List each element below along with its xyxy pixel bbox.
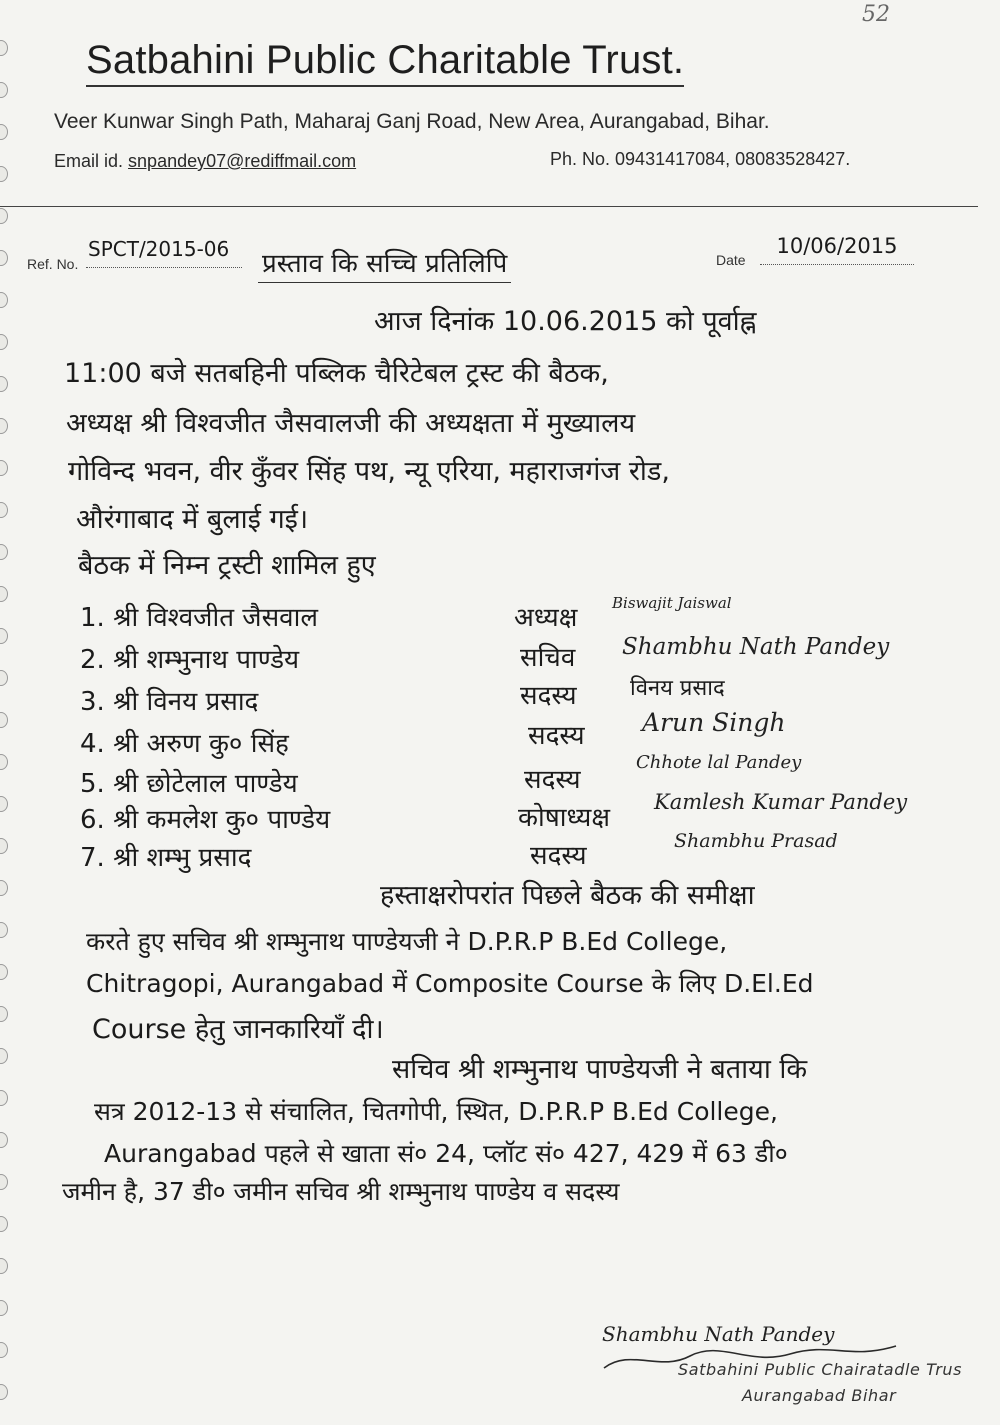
intro-line: आज दिनांक 10.06.2015 को पूर्वाह्न: [374, 306, 757, 337]
binder-hole: [0, 82, 8, 98]
seal-line-2: Aurangabad Bihar: [742, 1386, 897, 1405]
member-row: [80, 724, 289, 760]
binder-hole: [0, 964, 8, 980]
binder-hole: [0, 1132, 8, 1148]
seal-line-1: Satbahini Public Chairatadle Trus: [678, 1360, 963, 1379]
binder-hole: [0, 334, 8, 350]
para3-line: सत्र 2012-13 से संचालित, चितगोपी, स्थित, D.P.R.P B.Ed College,: [94, 1097, 778, 1126]
binder-hole: [0, 502, 8, 518]
member-number: 5.: [80, 769, 105, 799]
member-role: सदस्य: [528, 721, 585, 751]
binder-hole: [0, 754, 8, 770]
member-role: सदस्य: [530, 841, 587, 871]
binder-hole: [0, 586, 8, 602]
para3-line: सचिव श्री शम्भुनाथ पाण्डेयजी ने बताया कि: [392, 1054, 808, 1085]
member-name: श्री छोटेलाल पाण्डेय: [113, 769, 298, 799]
email-label: Email id.: [54, 151, 124, 171]
letterhead-title: Satbahini Public Charitable Trust.: [86, 38, 684, 87]
letterhead-address: Veer Kunwar Singh Path, Maharaj Ganj Road, New Area, Aurangabad, Bihar.: [54, 110, 770, 133]
binder-hole: [0, 796, 8, 812]
para2-line: हस्ताक्षरोपरांत पिछले बैठक की समीक्षा: [380, 880, 755, 911]
member-signature: Shambhu Prasad: [674, 830, 838, 852]
member-row: [80, 682, 258, 718]
binder-hole: [0, 1216, 8, 1232]
member-name: श्री अरुण कु० सिंह: [113, 729, 289, 759]
member-name: श्री शम्भु प्रसाद: [113, 843, 252, 873]
member-number: 6.: [80, 805, 105, 835]
date-label: Date: [716, 252, 746, 268]
page-number: 52: [862, 2, 890, 27]
member-name: श्री कमलेश कु० पाण्डेय: [113, 805, 331, 835]
para3-line: जमीन है, 37 डी० जमीन सचिव श्री शम्भुनाथ पाण्डेय व सदस्य: [62, 1177, 620, 1206]
binder-hole: [0, 1342, 8, 1358]
member-signature: Chhote lal Pandey: [636, 752, 802, 773]
member-number: 7.: [80, 843, 105, 873]
para2-line: Chitragopi, Aurangabad में Composite Course के लिए D.El.Ed: [86, 969, 814, 998]
intro-line: औरंगाबाद में बुलाई गई।: [76, 504, 309, 535]
binder-hole: [0, 1006, 8, 1022]
para3-line: Aurangabad पहले से खाता सं० 24, प्लॉट सं० 427, 429 में 63 डी०: [104, 1139, 788, 1168]
binder-hole: [0, 1300, 8, 1316]
binder-hole: [0, 418, 8, 434]
member-role: सचिव: [520, 643, 576, 673]
letterhead-phone: Ph. No. 09431417084, 08083528427.: [550, 149, 851, 169]
binder-hole: [0, 544, 8, 560]
member-signature: Shambhu Nath Pandey: [622, 634, 890, 660]
member-row: [80, 640, 299, 676]
para2-line: करते हुए सचिव श्री शम्भुनाथ पाण्डेयजी ने D.P.R.P B.Ed College,: [86, 927, 728, 956]
member-row: [80, 838, 251, 874]
member-name: श्री विश्वजीत जैसवाल: [113, 603, 318, 633]
email-address: snpandey07@rediffmail.com: [128, 151, 357, 171]
binder-hole: [0, 1174, 8, 1190]
document-heading: प्रस्ताव कि सच्चि प्रतिलिपि: [258, 244, 511, 283]
binder-margin: [0, 40, 14, 1420]
member-name: श्री शम्भुनाथ पाण्डेय: [113, 645, 300, 675]
binder-hole: [0, 1384, 8, 1400]
binder-hole: [0, 460, 8, 476]
member-role: कोषाध्यक्ष: [518, 803, 610, 833]
binder-hole: [0, 670, 8, 686]
intro-line: अध्यक्ष श्री विश्वजीत जैसवालजी की अध्यक्षता में मुख्यालय: [66, 408, 636, 439]
binder-hole: [0, 250, 8, 266]
member-name: श्री विनय प्रसाद: [113, 687, 259, 717]
binder-hole: [0, 880, 8, 896]
member-number: 2.: [80, 645, 105, 675]
binder-hole: [0, 124, 8, 140]
member-row: [80, 598, 318, 634]
binder-hole: [0, 712, 8, 728]
ref-number: SPCT/2015-06: [86, 237, 242, 268]
binder-hole: [0, 40, 8, 56]
para2-line: Course हेतु जानकारियाँ दी।: [92, 1014, 384, 1045]
intro-line: गोविन्द भवन, वीर कुँवर सिंह पथ, न्यू एरिया, महाराजगंज रोड,: [68, 456, 670, 487]
binder-hole: [0, 1090, 8, 1106]
member-role: सदस्य: [520, 681, 577, 711]
binder-hole: [0, 628, 8, 644]
intro-line: बैठक में निम्न ट्रस्टी शामिल हुए: [78, 550, 376, 581]
member-number: 4.: [80, 729, 105, 759]
date-value: 10/06/2015: [760, 234, 914, 265]
ref-label: Ref. No.: [27, 256, 79, 272]
member-role: सदस्य: [524, 765, 581, 795]
binder-hole: [0, 376, 8, 392]
member-signature: Biswajit Jaiswal: [612, 594, 732, 612]
letterhead-divider: [0, 206, 978, 207]
binder-hole: [0, 1258, 8, 1274]
binder-hole: [0, 166, 8, 182]
member-signature: विनय प्रसाद: [630, 676, 725, 701]
member-row: [80, 764, 298, 800]
binder-hole: [0, 1048, 8, 1064]
binder-hole: [0, 922, 8, 938]
letterhead-email-line: [54, 151, 356, 172]
intro-line: 11:00 बजे सतबहिनी पब्लिक चैरिटेबल ट्रस्ट की बैठक,: [64, 358, 609, 389]
footer-signature: Shambhu Nath Pandey: [602, 1322, 835, 1346]
member-row: [80, 800, 330, 836]
member-role: अध्यक्ष: [514, 603, 578, 633]
member-signature: Arun Singh: [642, 708, 786, 737]
member-signature: Kamlesh Kumar Pandey: [654, 790, 908, 814]
binder-hole: [0, 292, 8, 308]
member-number: 1.: [80, 603, 105, 633]
binder-hole: [0, 838, 8, 854]
binder-hole: [0, 208, 8, 224]
member-number: 3.: [80, 687, 105, 717]
